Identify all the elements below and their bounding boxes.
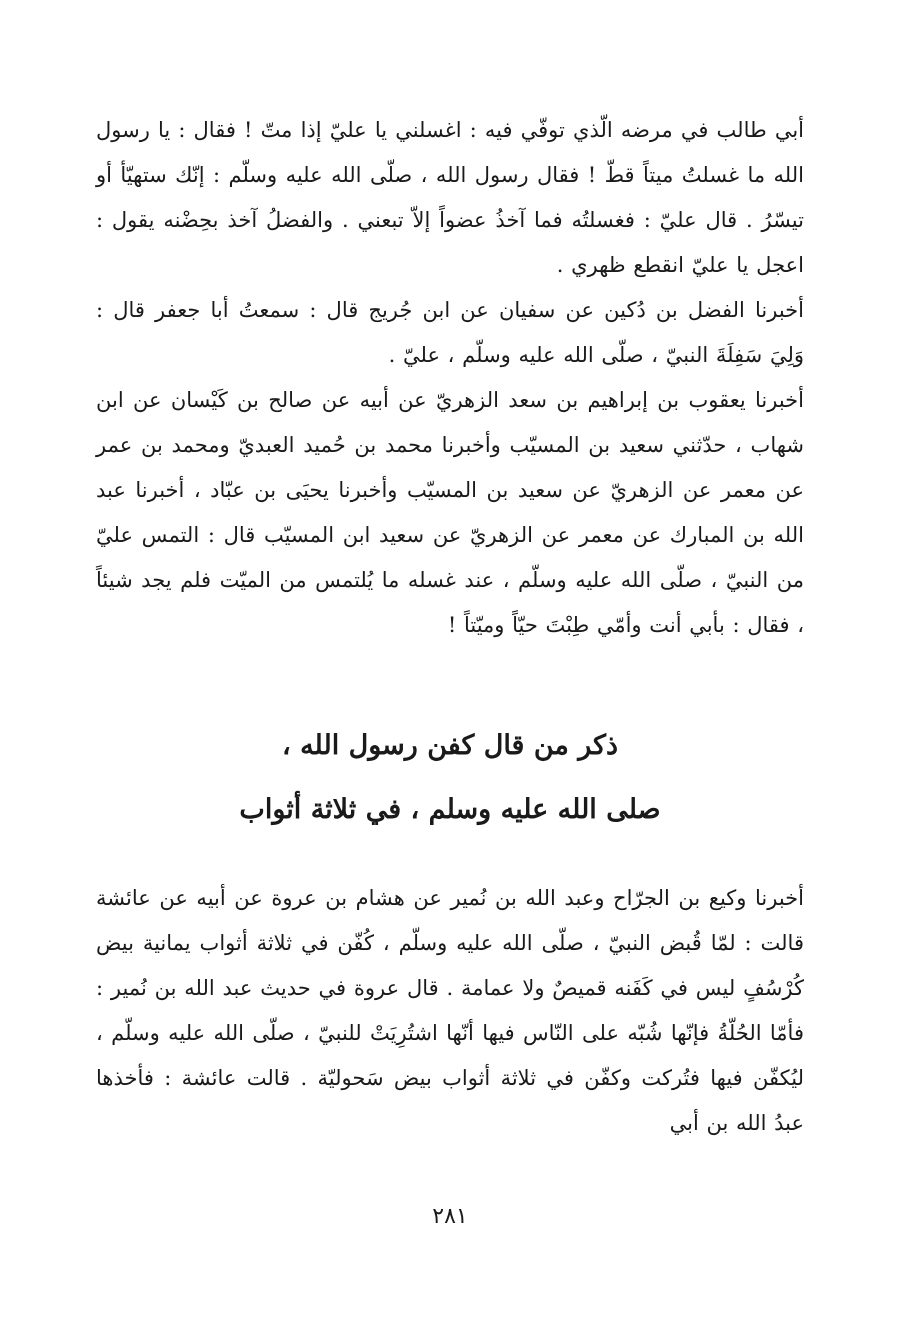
section-heading [96,714,804,842]
section-heading-line-1: ذكر من قال كفن رسول الله ، [281,730,619,761]
paragraph-abu-talib: أبي طالب في مرضه الّذي توفّي فيه : اغسلني يا عليّ إذا متّ ! فقال : يا رسول الله ما غسلتُ ميتاً قطّ ! فقال رسول الله ، صلّى الله عليه وسلّم : إنّك ستهيّأ أو تيسّرُ . قال عليّ : فغسلتُه فما آخذُ عضواً إلاّ تبعني . والفضلُ آخذ بحِضْنه يقول : اعجل يا عليّ انقطع ظهري . [96,118,804,277]
section-heading-line-2: صلى الله عليه وسلم ، في ثلاثة أثواب [239,794,661,825]
paragraph-waki-ibn-jarrah: أخبرنا وكيع بن الجرّاح وعبد الله بن نُمير عن هشام بن عروة عن أبيه عن عائشة قالت : لمّا قُبض النبيّ ، صلّى الله عليه وسلّم ، كُفّن في ثلاثة أثواب يمانية بيض كُرْسُفٍ ليس في كَفَنه قميصٌ ولا عمامة . قال عروة في حديث عبد الله بن نُمير : فأمّا الحُلّةُ فإنّها شُبّه على النّاس فيها أنّها اشتُرِيَتْ للنبيّ ، صلّى الله عليه وسلّم ، ليُكفّن فيها فتُركت وكفّن في ثلاثة أثواب بيض سَحوليّة . قالت عائشة : فأخذها عبدُ الله بن أبي [96,886,804,1135]
paragraph-fadl-ibn-dukayn: أخبرنا الفضل بن دُكين عن سفيان عن ابن جُريج قال : سمعتُ أبا جعفر قال : وَلِيَ سَفِلَةَ النبيّ ، صلّى الله عليه وسلّم ، عليّ . [96,298,804,367]
page-number: ٢٨١ [432,1204,468,1229]
paragraph-yaqub-ibn-ibrahim: أخبرنا يعقوب بن إبراهيم بن سعد الزهريّ عن أبيه عن صالح بن كَيْسان عن ابن شهاب ، حدّثني سعيد بن المسيّب وأخبرنا محمد بن حُميد العبديّ ومحمد بن عمر عن معمر عن الزهريّ عن سعيد بن المسيّب وأخبرنا يحيَى بن عبّاد ، أخبرنا عبد الله بن المبارك عن معمر عن الزهريّ عن سعيد ابن المسيّب قال : التمس عليّ من النبيّ ، صلّى الله عليه وسلّم ، عند غسله ما يُلتمس من الميّت فلم يجد شيئاً ، فقال : بأبي أنت وأمّي طِبْتَ حيّاً وميّتاً ! [96,388,804,637]
